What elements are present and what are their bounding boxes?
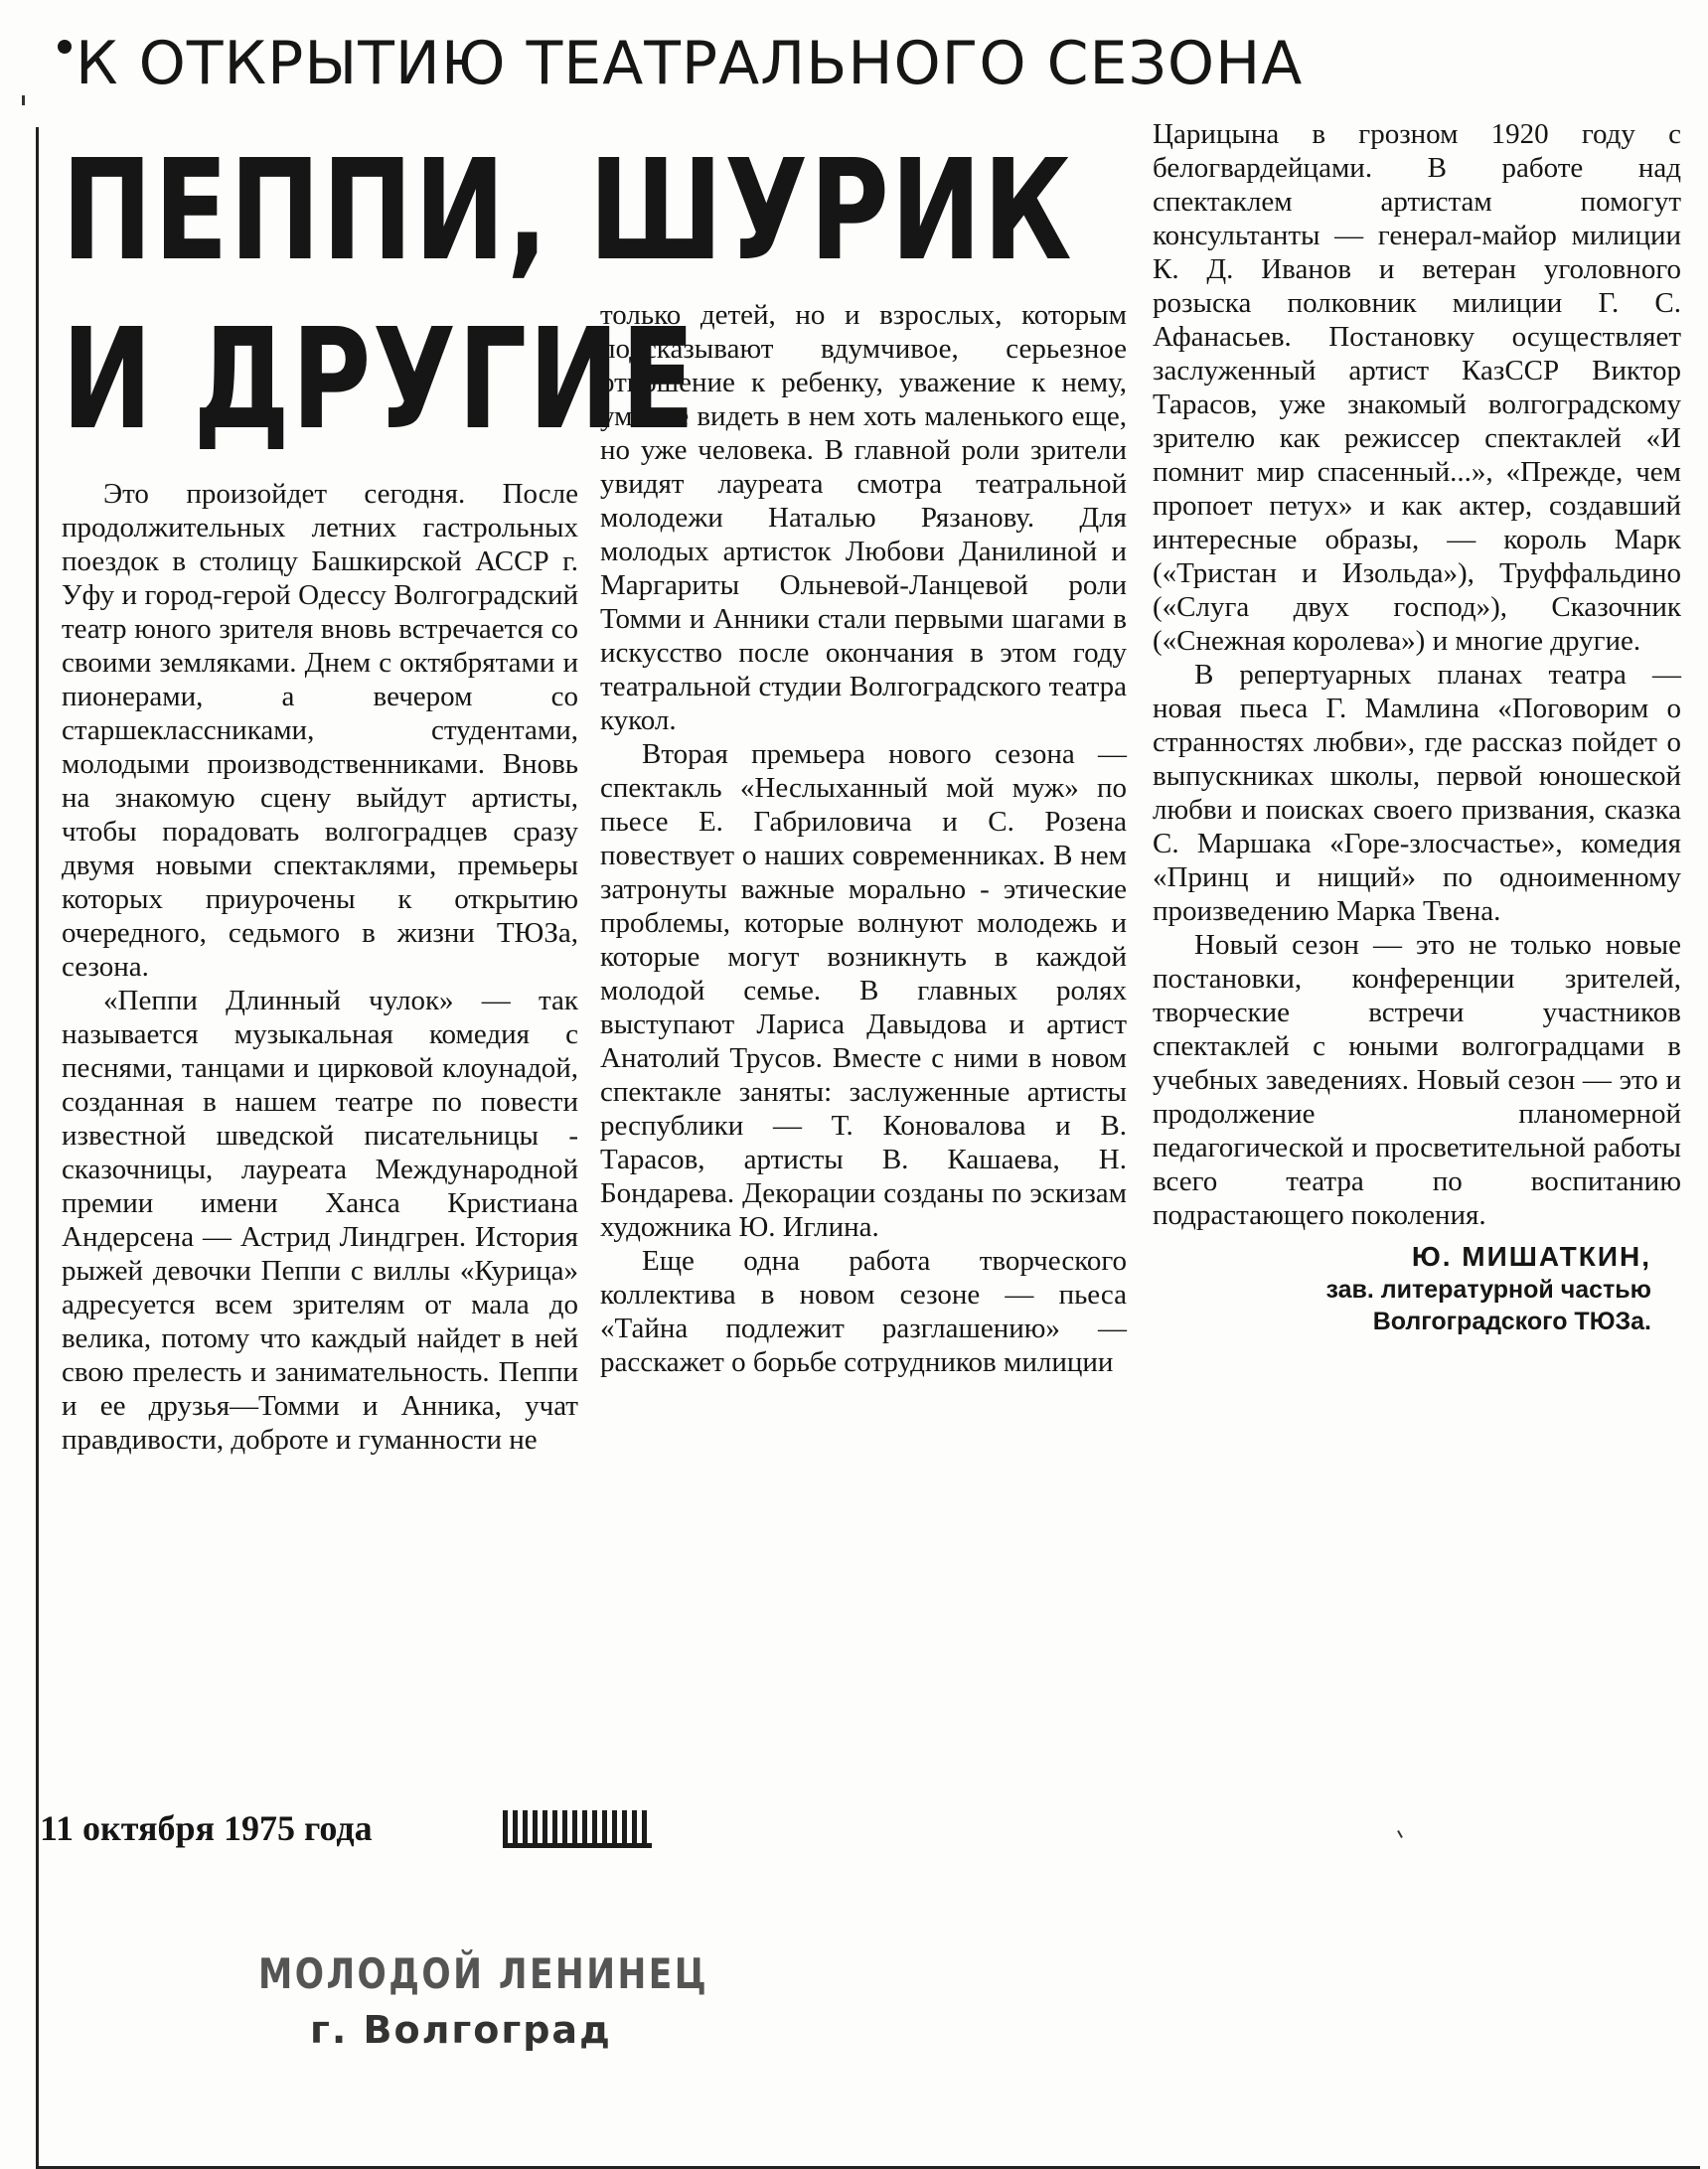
headline-line-1: ПЕППИ, ШУРИК: [62, 130, 1074, 292]
column-1-paragraph-2: «Пеппи Длинный чулок» — так называется музыкальная комедия с песнями, танцами и цирковой клоунадой, созданная в нашем театре по повести известной шведской писательницы - сказочницы, лауреата Международной премии имени Ханса Кристиана Андерсена — Астрид Линдгрен. История рыжей девочки Пеппи с виллы «Курица» адресуется всем зрителям от мала до велика, потому что каждый найдет в ней свою прелесть и занимательность. Пеппи и ее друзья—Томми и Анника, учат правдивости, доброте и гуманности не: [62, 985, 578, 1456]
column-3-paragraph-2: В репертуарных планах театра — новая пьеса Г. Мамлина «Поговорим о странностях любви», где рассказ пойдет о выпускниках школы, первой юношеской любви и поисках своего призвания, сказка С. Маршака «Горе-злосчастье», комедия «Принц и нищий» по одноименному произведению Марка Твена.: [1153, 659, 1681, 927]
article-column-2: [600, 298, 1127, 1379]
column-3-paragraph-3: Новый сезон — это не только новые постановки, конференции зрителей, творческие встречи участников спектаклей с юными волгоградцами в учебных заведениях. Новый сезон — это и продолжение планомерной педагогической и просветительной работы всего театра по воспитанию подрастающего поколения.: [1153, 929, 1681, 1231]
scan-speck: [22, 95, 25, 105]
column-2-paragraph-3: Еще одна работа творческого коллектива в новом сезоне — пьеса «Тайна подлежит разглашению» — расскажет о борьбе сотрудников милиции: [600, 1245, 1127, 1378]
column-3-paragraph-1: Царицына в грозном 1920 году с белогвардейцами. В работе над спектаклем артистам помогут консультанты — генерал-майор милиции К. Д. Иванов и ветеран уголовного розыска полковник милиции Г. С. Афанасьев. Постановку осуществляет заслуженный артист КазССР Виктор Тарасов, уже знакомый волгоградскому зрителю как режиссер спектаклей «И помнит мир спасенный...», «Прежде, чем пропоет петух» и как актер, создавший интересные образы, — король Марк («Тристан и Изольда»), Труффальдино («Слуга двух господ»), Сказочник («Снежная королева») и многие другие.: [1153, 118, 1681, 657]
column-2-paragraph-1: только детей, но и взрослых, которым подсказывают вдумчивое, серьезное отношение к ребенку, уважение к нему, умение видеть в нем хоть маленького еще, но уже человека. В главной роли зрители увидят лауреата смотра театральной молодежи Наталью Рязанову. Для молодых артисток Любови Данилиной и Маргариты Ольневой-Ланцевой роли Томми и Анники стали первыми шагами в искусство после окончания в этом году театральной студии Волгоградского театра кукол.: [600, 299, 1127, 736]
article-column-3: [1153, 117, 1681, 1337]
rubric-heading: [58, 29, 1304, 98]
stamp-newspaper-name: МОЛОДОЙ ЛЕНИНЕЦ: [258, 1949, 709, 1998]
author-title-line-2: Волгоградского ТЮЗа.: [1372, 1308, 1651, 1335]
archive-stamp: [258, 1949, 808, 2052]
column-2-paragraph-2: Вторая премьера нового сезона — спектакль «Неслыханный мой муж» по пьесе Е. Габриловича и С. Розена повествует о наших современниках. В нем затронуты важные морально - этические проблемы, которые волнуют молодежь и которые могут возникнуть в каждой молодой семье. В главных ролях выступают Лариса Давыдова и артист Анатолий Трусов. Вместе с ними в новом спектакле заняты: заслуженные артисты республики — Т. Коновалова и В. Тарасов, артисты В. Кашаева, Н. Бондарева. Декорации созданы по эскизам художника Ю. Иглина.: [600, 738, 1127, 1243]
article-column-1: [62, 477, 578, 1457]
publication-date: 11 октября 1975 года: [40, 1808, 373, 1848]
author-name: Ю. МИШАТКИН,: [1411, 1241, 1651, 1272]
bullet-dot-icon: [58, 40, 72, 54]
stamp-city: г. Волгоград: [310, 2008, 612, 2052]
headline-line-2: И ДРУГИЕ: [62, 299, 697, 461]
rubric-text: К ОТКРЫТИЮ ТЕАТРАЛЬНОГО СЕЗОНА: [76, 29, 1304, 98]
author-title-line-1: зав. литературной частью: [1325, 1276, 1651, 1304]
barcode-marks: [503, 1810, 652, 1848]
column-1-paragraph-1: Это произойдет сегодня. После продолжительных летних гастрольных поездок в столицу Башкирской АССР г. Уфу и город-герой Одессу Волгоградский театр юного зрителя вновь встречается со своими земляками. Днем с октябрятами и пионерами, а вечером со старшеклассниками, студентами, молодыми производственниками. Вновь на знакомую сцену выйдут артисты, чтобы порадовать волгоградцев сразу двумя новыми спектаклями, премьеры которых приурочены к открытию очередного, седьмого в жизни ТЮЗа, сезона.: [62, 478, 578, 983]
